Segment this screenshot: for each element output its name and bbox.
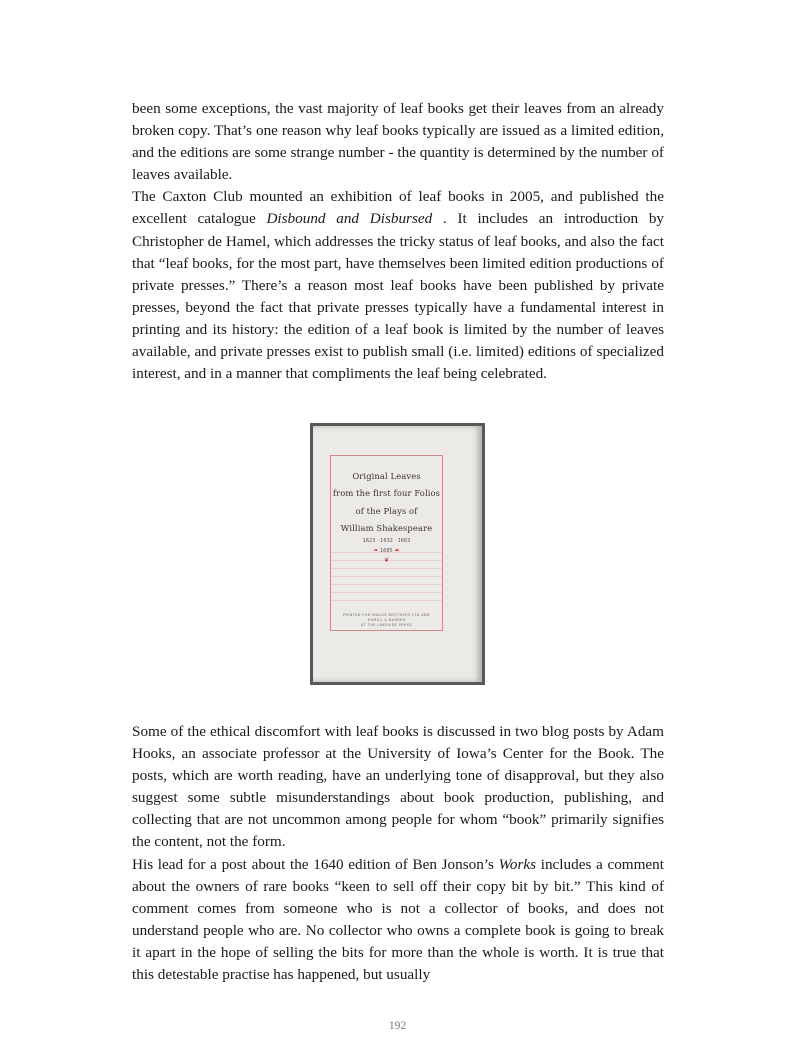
- imprint-line: PRINTED FOR MAGGS BROTHERS LTD AND HAMILL & BARKER: [343, 613, 430, 622]
- imprint-line: AT THE LAKESIDE PRESS: [361, 623, 412, 627]
- title-line: from the first four Folios: [332, 488, 441, 499]
- title-line: of the Plays of: [355, 505, 418, 516]
- paragraph-text: . It includes an introduction by Christopher de Hamel, which addresses the tricky status of leaf books, and also the fact that “leaf books, for the most part, have themselves been limited edition productions of private presses.” There’s a reason most leaf books have been published by private presses, beyond the fact that private presses typically have a fundamental interest in printing and its history: the edition of a leaf book is limited by the number of leaves available, and private presses exist to publish small (i.e. limited) editions of specialized interest, and in a manner that compliments the leaf being celebrated.: [132, 210, 665, 383]
- folio-dates-line: 1685: [379, 548, 393, 554]
- title-page-leaf: [313, 426, 482, 682]
- paragraph-text: includes a comment about the owners of rare books “keen to sell off their copy bit by bit.” This kind of comment comes from someone who is not a collector of books, and does not understand people who are. No collector who owns a complete book is going to break it apart in the hope of selling the bits for more than the whole is worth. It is true that this detestable practise has happened, but usually: [132, 855, 664, 984]
- leaf-book-title-page-image: [310, 423, 485, 685]
- title-page-frame: [330, 455, 443, 631]
- paragraph-text: His lead for a post about the 1640 edition of Ben Jonson’s: [132, 855, 499, 873]
- paragraph-ben-jonson: [132, 854, 664, 987]
- title-page-heading: [331, 468, 442, 538]
- page-number: 192: [388, 1020, 407, 1032]
- title-line: William Shakespeare: [340, 523, 433, 534]
- folio-dates: [331, 537, 442, 565]
- title-page-imprint: [335, 613, 438, 628]
- text-block-top: [132, 98, 664, 385]
- fleuron-ornament-icon: ☙: [394, 547, 400, 554]
- fleuron-ornament-icon: ❦: [383, 557, 390, 564]
- work-title: Works: [498, 855, 537, 873]
- fleuron-ornament-icon: ❧: [373, 547, 379, 554]
- folio-dates-line: 1623 · 1632 · 1663: [362, 538, 411, 544]
- text-block-bottom: [132, 721, 664, 986]
- paragraph-text: The Caxton Club mounted an exhibition of leaf books in 2005, and published the excellent catalogue: [132, 188, 664, 228]
- catalogue-title: Disbound and Disbursed: [266, 210, 433, 228]
- paragraph-ethical-discomfort: Some of the ethical discomfort with leaf books is discussed in two blog posts by Adam Hooks, an associate professor at the University of Iowa’s Center for the Book. The posts, which are worth reading, have an underlying tone of disapproval, but they also suggest some subtle misunderstandings about book production, publishing, and collecting that are not uncommon among people for whom “book” primarily signifies the content, not the form.: [132, 723, 664, 851]
- title-line: Original Leaves: [352, 471, 421, 481]
- paragraph-caxton-club: [132, 186, 664, 385]
- paragraph-leaf-editions: been some exceptions, the vast majority of leaf books get their leaves from an already broken copy. That’s one reason why leaf books typically are issued as a limited edition, and the editions are some strange number - the quantity is determined by the number of leaves available.: [132, 100, 664, 184]
